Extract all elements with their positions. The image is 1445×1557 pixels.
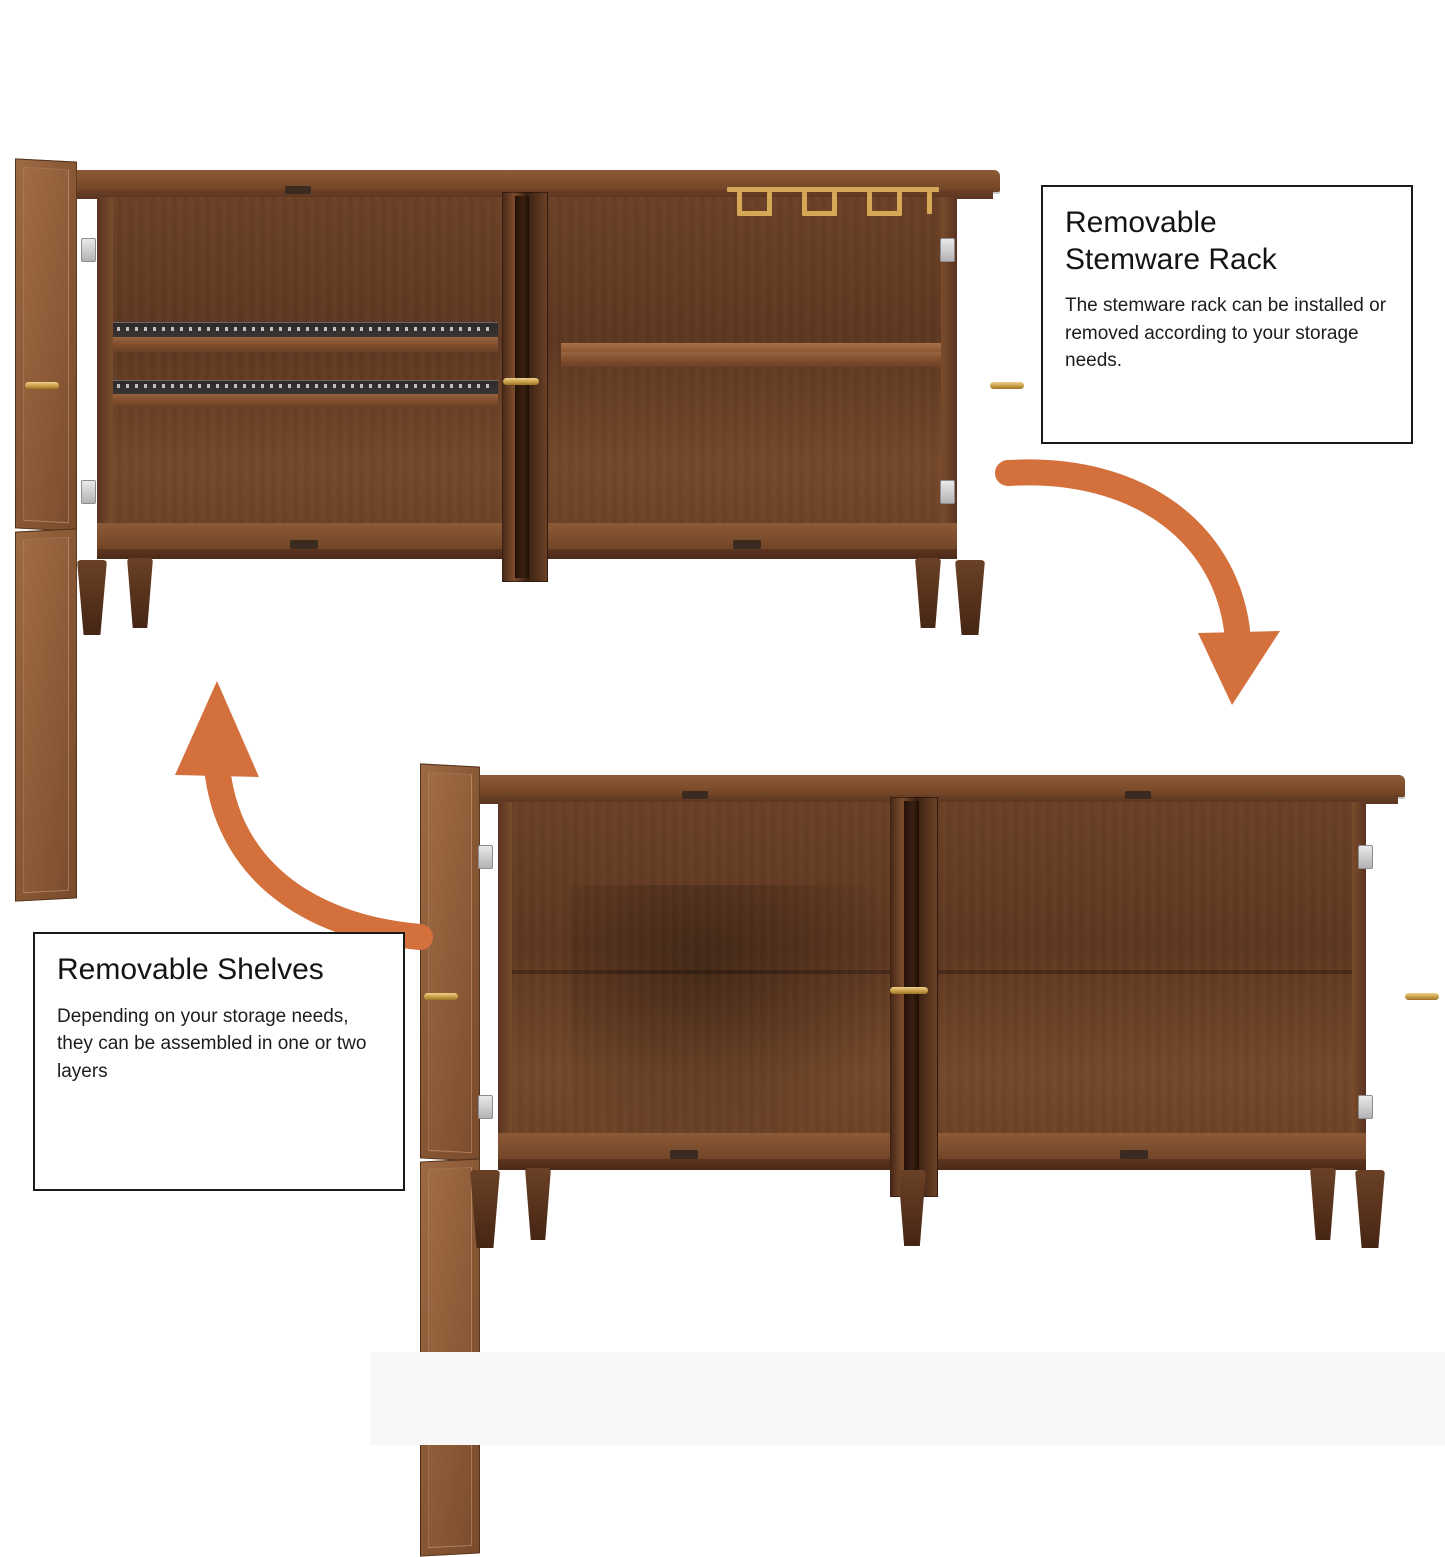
leg-back-left bbox=[127, 558, 153, 628]
door-left-open[interactable] bbox=[15, 158, 77, 531]
cabinet2-latch-bottom-right bbox=[1120, 1150, 1148, 1159]
leg-front-right bbox=[915, 558, 941, 628]
cabinet2-inner-wall-left bbox=[498, 802, 512, 1162]
cabinet2-leg-back-left bbox=[525, 1168, 551, 1240]
cabinet2-leg-back-right bbox=[1355, 1170, 1385, 1248]
cabinet-image-bottom bbox=[420, 765, 1430, 1265]
shelf-right-upper-edge bbox=[561, 343, 941, 352]
callout-stemware-title-line1: Removable bbox=[1065, 206, 1217, 239]
stemware-rack bbox=[727, 187, 939, 227]
cabinet2-latch-bottom-left bbox=[670, 1150, 698, 1159]
cabinet2-handle-right[interactable] bbox=[1405, 993, 1439, 1000]
shelf-left-lower bbox=[113, 392, 498, 407]
callout-stemware-title-line2: Stemware Rack bbox=[1065, 242, 1277, 276]
stemware-rack-slot-2 bbox=[802, 211, 837, 216]
callout-stemware-body: The stemware rack can be installed or removed according to your storage needs. bbox=[1065, 295, 1387, 372]
callout-stemware-rack bbox=[1041, 185, 1413, 444]
callout-stemware-title bbox=[1065, 205, 1389, 278]
cabinet-image-top bbox=[15, 160, 1025, 650]
latch-bottom-left bbox=[290, 540, 318, 549]
door-right-panel bbox=[23, 537, 69, 893]
hinge-left-top bbox=[81, 238, 96, 262]
leg-back-right bbox=[955, 560, 985, 635]
cabinet2-hinge-left-bottom bbox=[478, 1095, 493, 1119]
cabinet2-leg-center bbox=[898, 1170, 926, 1246]
shelf-right-upper bbox=[561, 350, 941, 367]
latch-top-left bbox=[285, 186, 311, 194]
hinge-right-bottom bbox=[940, 480, 955, 504]
door-left-panel bbox=[23, 167, 69, 523]
cabinet2-handle-left[interactable] bbox=[424, 993, 458, 1000]
cabinet2-hinge-left-top bbox=[478, 845, 493, 869]
cabinet2-handle-center[interactable] bbox=[890, 987, 928, 994]
handle-right[interactable] bbox=[990, 382, 1024, 389]
cabinet-inner-wall-left bbox=[97, 197, 113, 552]
cabinet2-center-fold-gap bbox=[904, 801, 919, 1193]
cabinet2-hinge-right-bottom bbox=[1358, 1095, 1373, 1119]
door-right-open[interactable] bbox=[15, 528, 77, 901]
center-fold-gap bbox=[515, 196, 529, 578]
shelf-left-upper-rail bbox=[117, 327, 495, 331]
bottom-background-band bbox=[370, 1352, 1445, 1445]
callout-removable-shelves bbox=[33, 932, 405, 1191]
cabinet2-top-board bbox=[460, 775, 1405, 797]
handle-left[interactable] bbox=[25, 382, 59, 389]
callout-shelves-body: Depending on your storage needs, they can be assembled in one or two layers bbox=[57, 1005, 367, 1082]
stemware-rack-slot-3 bbox=[867, 211, 902, 216]
cabinet2-interior-shadow bbox=[570, 885, 900, 1160]
stemware-rack-rail-7 bbox=[927, 192, 932, 214]
stemware-rack-slot-1 bbox=[737, 211, 772, 216]
leg-front-left bbox=[77, 560, 107, 635]
handle-center[interactable] bbox=[503, 378, 539, 385]
cabinet2-latch-top-right bbox=[1125, 791, 1151, 799]
arrow-stemware-to-cabinet bbox=[1000, 455, 1300, 745]
cabinet2-latch-top-left bbox=[682, 791, 708, 799]
latch-bottom-right bbox=[733, 540, 761, 549]
hinge-left-bottom bbox=[81, 480, 96, 504]
shelf-left-lower-rail bbox=[117, 384, 495, 388]
cabinet2-hinge-right-top bbox=[1358, 845, 1373, 869]
callout-shelves-title: Removable Shelves bbox=[57, 953, 324, 986]
cabinet2-leg-front-right bbox=[1310, 1168, 1336, 1240]
hinge-right-top bbox=[940, 238, 955, 262]
shelf-left-upper bbox=[113, 335, 498, 352]
arrow-shelves-to-cabinet bbox=[155, 655, 455, 955]
